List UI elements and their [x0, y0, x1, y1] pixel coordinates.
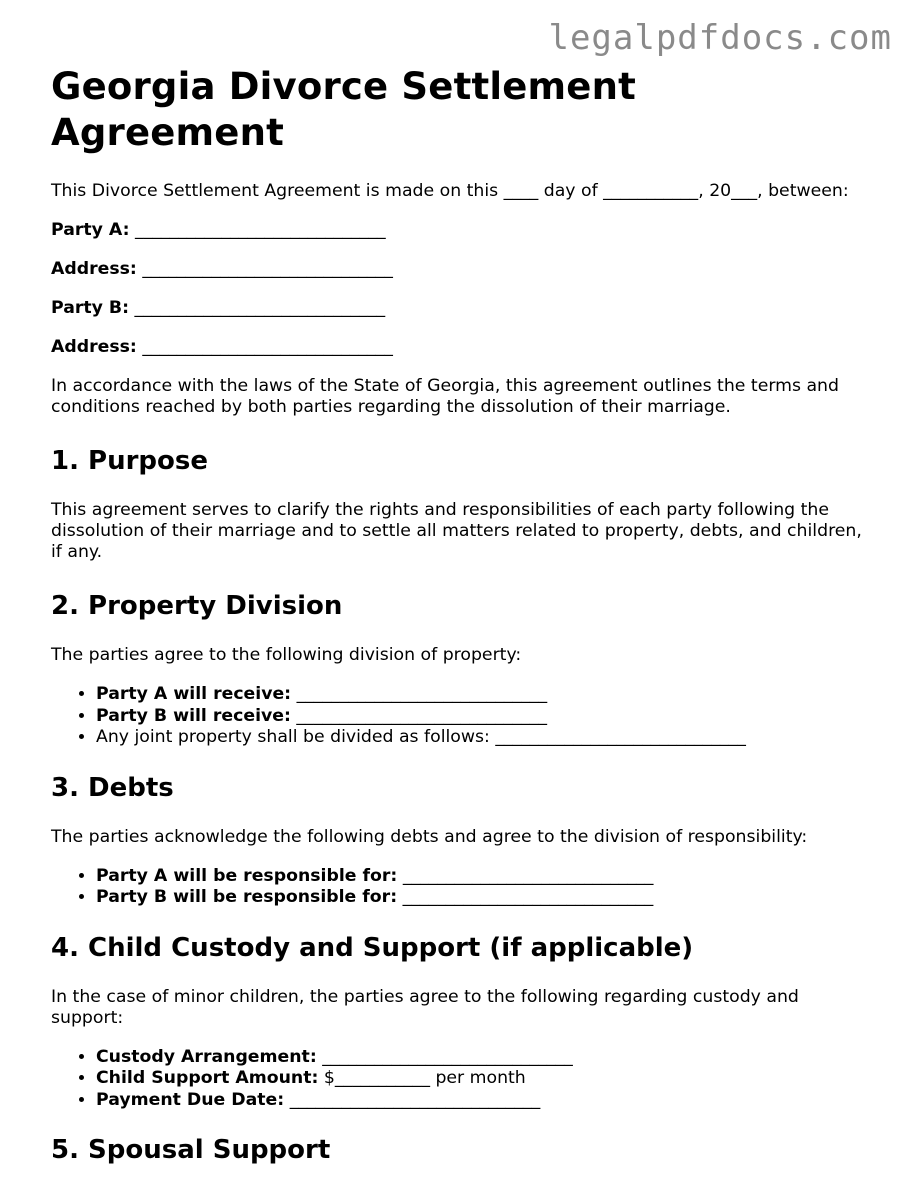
section-purpose-text: This agreement serves to clarify the rights and responsibilities of each party following the dissolution of their marriage and to settle all matters related to property, debts, and children, if any. — [51, 500, 862, 562]
list-item — [96, 727, 871, 749]
party-a-address-field — [51, 259, 871, 280]
list-item-label: Party B will be responsible for: — [96, 887, 398, 907]
list-item-blank: $___________ per month — [323, 1068, 526, 1088]
debts-list — [51, 866, 871, 909]
custody-list — [51, 1047, 871, 1112]
watermark: legalpdfdocs.com — [548, 18, 892, 58]
list-item-label: Payment Due Date: — [96, 1089, 285, 1110]
list-item-blank: _____________________________ — [289, 1089, 541, 1110]
property-list — [51, 684, 871, 749]
party-a-address-label: Address: — [51, 259, 137, 279]
closing-paragraph: In accordance with the laws of the State of Georgia, this agreement outlines the terms and conditions reached by both parties regarding the dissolution of their marriage. — [51, 376, 839, 417]
list-item-blank: _____________________________ — [296, 684, 548, 704]
list-item — [96, 1068, 871, 1090]
section-custody-text: In the case of minor children, the parties agree to the following regarding custody and support: — [51, 986, 799, 1028]
list-item-label: Party A will receive: — [96, 684, 292, 704]
intro-paragraph: This Divorce Settlement Agreement is made on this ____ day of ___________, 20___, between: — [51, 181, 849, 201]
section-property-text: The parties agree to the following division of property: — [51, 645, 522, 665]
party-b-address-label: Address: — [51, 337, 137, 357]
list-item-blank: _____________________________ — [296, 705, 547, 726]
list-item-label: Party A will be responsible for: — [96, 865, 398, 886]
party-b-blank: _____________________________ — [134, 298, 386, 318]
section-custody-heading: 4. Child Custody and Support (if applicable) — [51, 932, 694, 963]
list-item-text: Any joint property shall be divided as follows: _____________________________ — [96, 727, 746, 747]
list-item-blank: _____________________________ — [402, 865, 654, 886]
list-item — [96, 706, 871, 728]
list-item-label: Party B will receive: — [96, 705, 291, 726]
list-item — [96, 684, 871, 706]
list-item-blank: _____________________________ — [322, 1046, 573, 1067]
list-item-blank: _____________________________ — [402, 887, 654, 907]
section-debts-heading: 3. Debts — [51, 772, 174, 803]
party-b-address-blank: _____________________________ — [142, 337, 393, 357]
list-item — [96, 887, 871, 909]
list-item — [96, 866, 871, 888]
document-title: Georgia Divorce Settlement Agreement — [51, 65, 637, 154]
party-a-address-blank: _____________________________ — [142, 259, 393, 279]
list-item — [96, 1047, 871, 1069]
list-item-label: Custody Arrangement: — [96, 1046, 317, 1067]
section-purpose-heading: 1. Purpose — [51, 446, 208, 476]
party-a-label: Party A: — [51, 220, 130, 240]
party-b-label: Party B: — [51, 298, 130, 318]
list-item-label: Child Support Amount: — [96, 1068, 319, 1088]
section-property-heading: 2. Property Division — [51, 591, 343, 621]
party-b-field — [51, 298, 871, 319]
section-spousal-heading: 5. Spousal Support — [51, 1135, 331, 1165]
document-page — [51, 64, 871, 1189]
party-a-blank: _____________________________ — [135, 220, 386, 240]
party-b-address-field — [51, 337, 871, 358]
list-item — [96, 1090, 871, 1112]
party-a-field — [51, 220, 871, 241]
section-debts-text: The parties acknowledge the following debts and agree to the division of responsibility: — [51, 826, 808, 847]
